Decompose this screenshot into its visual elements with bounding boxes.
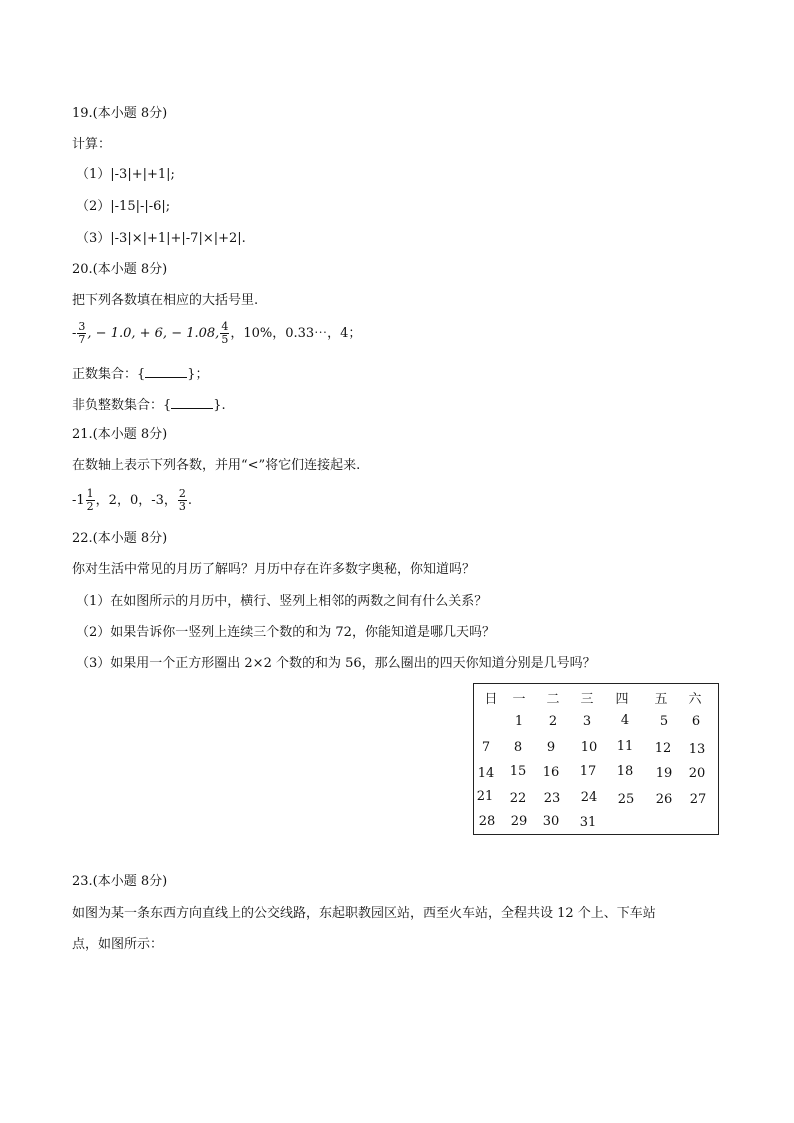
calendar-date: 7 [481,740,491,755]
q21-intro: 在数轴上表示下列各数，并用“<”将它们连接起来. [72,458,361,473]
calendar-date: 3 [582,714,592,729]
q21-fraction-1-numerator: 1 [86,487,94,500]
calendar-table [473,683,719,835]
calendar-date: 12 [654,741,672,756]
q21-fraction-1 [86,488,95,513]
q20-nonneg-int-set-end: }. [213,398,226,413]
q20-fraction-1-numerator: 3 [78,320,86,333]
calendar-date: 18 [616,764,634,779]
q21-fraction-2 [178,488,187,513]
calendar-date: 25 [617,792,635,807]
calendar-day-header: 二 [546,692,560,707]
q20-positive-set [72,365,209,384]
calendar-date: 19 [655,766,673,781]
q20-number-list [72,320,361,348]
calendar-date: 16 [542,765,560,780]
q22-intro: 你对生活中常见的月历了解吗？月历中存在许多数字奥秘，你知道吗？ [72,562,476,577]
calendar-date: 2 [548,714,558,729]
q22-item-2: （2）如果告诉你一竖列上连续三个数的和为 72，你能知道是哪几天吗？ [76,625,495,640]
calendar-date: 5 [659,714,669,729]
q23-text-line-2: 点，如图所示： [72,937,164,952]
calendar-date: 13 [688,742,706,757]
calendar-date: 10 [580,740,598,755]
q21-fraction-2-denominator: 3 [178,500,186,513]
calendar-date: 31 [579,815,597,830]
q22-header: 22.(本小题 8分) [72,531,168,546]
q20-fraction-2 [220,321,229,346]
q23-text-line-1: 如图为某一条东西方向直线上的公交线路，东起职教园区站，西至火车站，全程共设 12 个上、下车站 [72,906,656,921]
calendar-date: 26 [655,792,673,807]
calendar-date: 6 [691,714,701,729]
q22-item-1: （1）在如图所示的月历中，横行、竖列上相邻的两数之间有什么关系？ [76,594,488,609]
q20-fraction-2-numerator: 4 [221,320,229,333]
q20-positive-set-end: }； [187,367,209,382]
calendar-date: 9 [546,740,556,755]
q20-intro: 把下列各数填在相应的大括号里. [72,293,259,308]
calendar-date: 15 [509,764,527,779]
q21-fraction-2-numerator: 2 [178,487,186,500]
q21-number-list [72,487,192,515]
q22-item-3: （3）如果用一个正方形圈出 2×2 个数的和为 56，那么圈出的四天你知道分别是几号吗？ [76,656,596,671]
calendar-date: 11 [616,739,634,754]
q21-tail: . [187,493,193,508]
q21-middle-values: ，2，0，-3， [95,493,177,508]
q20-middle-values: , − 1.0, + 6, − 1.08, [87,326,220,341]
q19-item-3: （3）|-3|×|+1|+|-7|×|+2|. [76,231,246,246]
q19-item-2: （2）|-15|-|-6|; [76,199,171,214]
q23-header: 23.(本小题 8分) [72,874,168,889]
q19-intro: 计算： [72,137,112,152]
calendar-date: 21 [476,789,494,804]
calendar-date: 27 [689,792,707,807]
q20-fraction-1 [77,321,86,346]
calendar-date: 20 [688,766,706,781]
calendar-date: 14 [477,766,495,781]
calendar-day-header: 日 [484,692,498,707]
q20-header: 20.(本小题 8分) [72,262,168,277]
calendar-date: 1 [514,714,524,729]
q19-item-1: （1）|-3|+|+1|; [76,167,175,182]
calendar-date: 17 [579,764,597,779]
calendar-date: 23 [543,791,561,806]
q21-header: 21.(本小题 8分) [72,427,168,442]
q20-fraction-2-denominator: 5 [221,333,229,346]
q19-header: 19.(本小题 8分) [72,106,168,121]
calendar-day-header: 四 [615,692,629,707]
calendar-date: 30 [542,814,560,829]
calendar-day-header: 五 [654,692,668,707]
q20-nonneg-int-set-label: 非负整数集合：{ [72,398,172,413]
calendar-day-header: 一 [512,692,526,707]
calendar-date: 8 [513,740,523,755]
q20-neg-sign: - [72,326,77,341]
calendar-date: 29 [510,814,528,829]
q20-nonneg-int-set [72,396,226,415]
q20-fraction-1-denominator: 7 [78,333,86,346]
q20-positive-set-label: 正数集合：{ [72,367,146,382]
calendar-date: 28 [478,814,496,829]
q20-nonneg-int-set-blank[interactable] [171,396,213,409]
q20-tail-values: ，10%，0.33⋯，4； [230,326,362,341]
q21-fraction-1-denominator: 2 [86,500,94,513]
calendar-day-header: 三 [580,692,594,707]
calendar-date: 22 [509,791,527,806]
calendar-date: 4 [620,713,630,728]
calendar-date: 24 [580,790,598,805]
q20-positive-set-blank[interactable] [145,365,187,378]
q21-lead: -1 [72,493,85,508]
calendar-day-header: 六 [688,692,702,707]
